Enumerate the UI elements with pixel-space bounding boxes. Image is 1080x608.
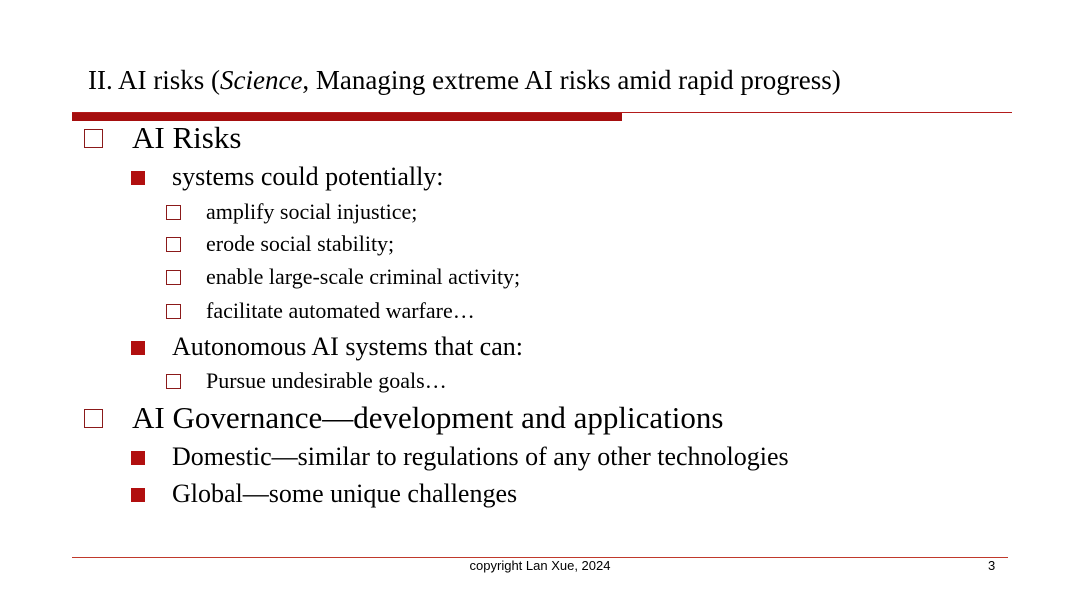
outline-item-text: AI Risks [132, 120, 242, 155]
outline-item-text: Domestic—similar to regulations of any other technologies [172, 442, 789, 471]
solid-square-icon [131, 341, 145, 355]
outline-item-text: amplify social injustice; [206, 199, 418, 224]
hollow-square-icon [166, 205, 181, 220]
solid-square-icon [131, 171, 145, 185]
hollow-square-icon [166, 237, 181, 252]
title-journal-name: Science [219, 65, 303, 95]
title-suffix: , Managing extreme AI risks amid rapid progress) [302, 65, 841, 95]
hollow-square-icon [84, 129, 103, 148]
outline-item-text: systems could potentially: [172, 162, 444, 191]
outline-item-text: facilitate automated warfare… [206, 298, 475, 323]
hollow-square-icon [166, 304, 181, 319]
footer-copyright: copyright Lan Xue, 2024 [469, 558, 611, 573]
page-number: 3 [988, 558, 996, 573]
outline-item-text: Pursue undesirable goals… [206, 368, 447, 393]
outline-item-text: enable large-scale criminal activity; [206, 264, 521, 289]
slide-title [88, 62, 841, 98]
outline-item-text: Global—some unique challenges [172, 479, 518, 508]
solid-square-icon [131, 488, 145, 502]
outline-item-text: erode social stability; [206, 231, 395, 256]
hollow-square-icon [166, 270, 181, 285]
hollow-square-icon [84, 409, 103, 428]
title-prefix: II. AI risks ( [88, 65, 220, 95]
outline-item-text: AI Governance—development and applications [132, 400, 724, 435]
outline-item-text: Autonomous AI systems that can: [172, 332, 523, 361]
hollow-square-icon [166, 374, 181, 389]
solid-square-icon [131, 451, 145, 465]
